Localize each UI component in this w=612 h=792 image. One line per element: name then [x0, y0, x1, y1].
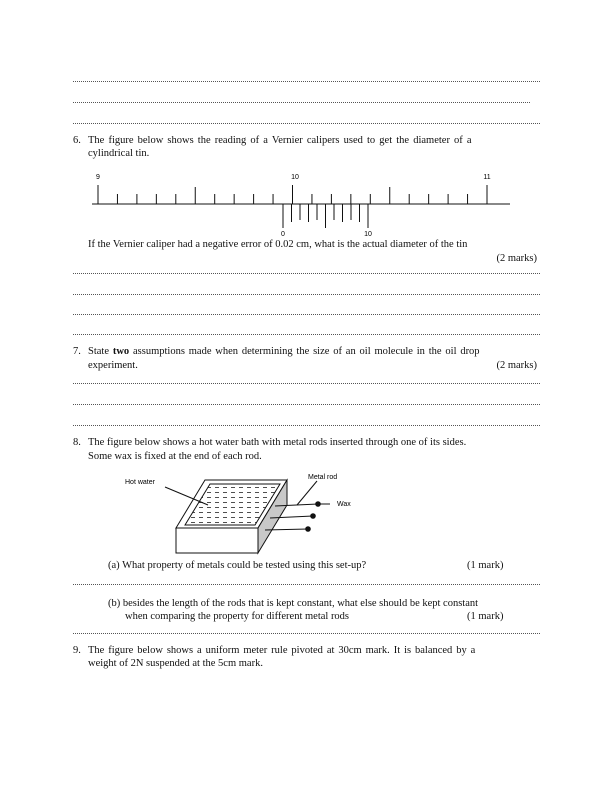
q7-bold: two: [112, 346, 130, 357]
answer-line: [73, 102, 530, 103]
vernier-scale-label: 10: [364, 231, 372, 237]
question-number: 7.: [73, 346, 81, 357]
label-hot-water: Hot water: [125, 479, 155, 486]
question-number: 8.: [73, 437, 81, 448]
answer-line: [73, 273, 540, 274]
main-scale-label: 11: [483, 174, 491, 181]
main-scale-label: 9: [96, 174, 100, 181]
q6-question: If the Vernier caliper had a negative error of 0.02 cm, what is the actual diameter of the tin: [88, 239, 468, 250]
answer-line: [73, 123, 540, 124]
q8b-text: (b) besides the length of the rods that is kept constant, what else should be kept constant: [108, 598, 479, 609]
q7-text-part: assumptions made when determining the size of an oil molecule in the oil drop: [129, 346, 480, 357]
vernier-caliper-diagram: [0, 165, 612, 237]
marks: (1 mark): [467, 611, 504, 622]
answer-line: [73, 425, 540, 426]
answer-line: [73, 404, 540, 405]
answer-line: [73, 294, 540, 295]
q7-text: [88, 346, 480, 358]
q8b-text: when comparing the property for different metal rods: [125, 611, 350, 622]
answer-line: [73, 584, 540, 585]
marks: (1 mark): [467, 560, 504, 571]
question-number: 6.: [73, 135, 81, 146]
marks: (2 marks): [496, 360, 537, 371]
answer-line: [73, 334, 540, 335]
q6-text: The figure below shows the reading of a Vernier calipers used to get the diameter of a: [88, 135, 472, 146]
question-number: 9.: [73, 645, 81, 656]
q6-text: cylindrical tin.: [88, 148, 150, 159]
vernier-scale-label: 0: [281, 231, 285, 237]
q8-text: The figure below shows a hot water bath with metal rods inserted through one of its sides.: [88, 437, 467, 448]
water-bath-diagram: [110, 470, 370, 558]
q9-text: The figure below shows a uniform meter rule pivoted at 30cm mark. It is balanced by a: [88, 645, 476, 656]
label-metal-rod: Metal rod: [308, 474, 338, 481]
q9-text: weight of 2N suspended at the 5cm mark.: [88, 658, 263, 669]
q8-text: Some wax is fixed at the end of each rod.: [88, 451, 262, 462]
q8a-text: (a) What property of metals could be tested using this set-up?: [108, 560, 367, 571]
label-wax: Wax: [337, 501, 351, 508]
q7-text: experiment.: [88, 360, 138, 371]
main-scale-label: 10: [291, 174, 299, 181]
answer-line: [73, 81, 540, 82]
answer-line: [73, 633, 540, 634]
marks: (2 marks): [496, 253, 537, 264]
answer-line: [73, 383, 540, 384]
answer-line: [73, 314, 540, 315]
q7-text-part: State: [88, 346, 113, 357]
